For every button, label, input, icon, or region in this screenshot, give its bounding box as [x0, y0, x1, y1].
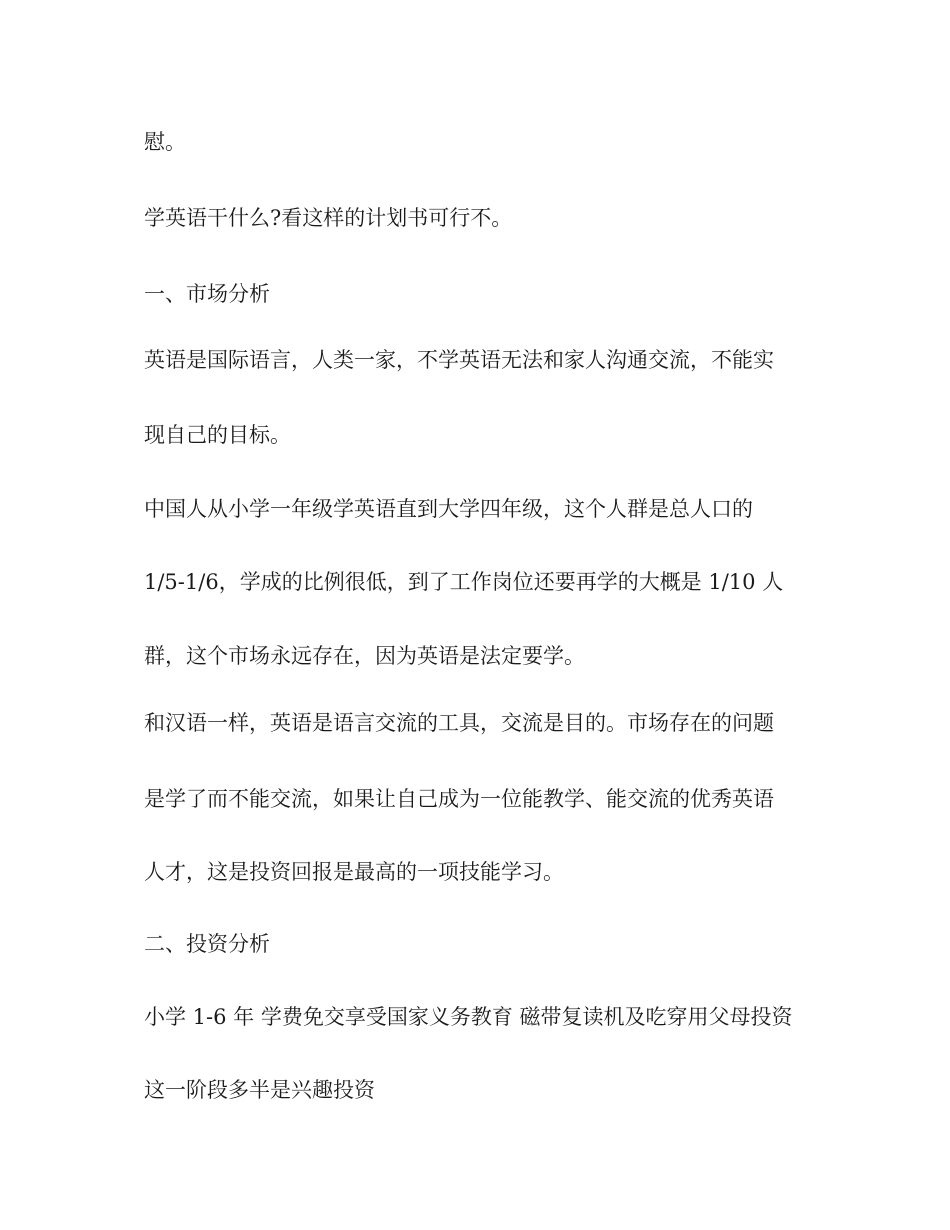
- text-line-paragraph: 1/5-1/6，学成的比例很低，到了工作岗位还要再学的大概是 1/10 人: [144, 570, 784, 594]
- section-heading-market-analysis: 一、市场分析: [144, 282, 270, 306]
- text-line-paragraph: 这一阶段多半是兴趣投资: [144, 1078, 375, 1102]
- text-line-continuation: 慰。: [144, 130, 186, 154]
- text-line-question: 学英语干什么?看这样的计划书可行不。: [144, 206, 513, 230]
- text-line-paragraph: 人才，这是投资回报是最高的一项技能学习。: [144, 860, 564, 884]
- text-line-paragraph: 小学 1-6 年 学费免交享受国家义务教育 磁带复读机及吃穿用父母投资: [144, 1005, 793, 1029]
- text-line-paragraph: 群，这个市场永远存在，因为英语是法定要学。: [144, 644, 585, 668]
- text-line-paragraph: 中国人从小学一年级学英语直到大学四年级，这个人群是总人口的: [144, 497, 753, 521]
- text-line-paragraph: 现自己的目标。: [144, 423, 291, 447]
- text-line-paragraph: 英语是国际语言，人类一家，不学英语无法和家人沟通交流，不能实: [144, 348, 774, 372]
- section-heading-investment-analysis: 二、投资分析: [144, 932, 270, 956]
- text-line-paragraph: 和汉语一样，英语是语言交流的工具，交流是目的。市场存在的问题: [144, 711, 774, 735]
- text-line-paragraph: 是学了而不能交流，如果让自己成为一位能教学、能交流的优秀英语: [144, 787, 774, 811]
